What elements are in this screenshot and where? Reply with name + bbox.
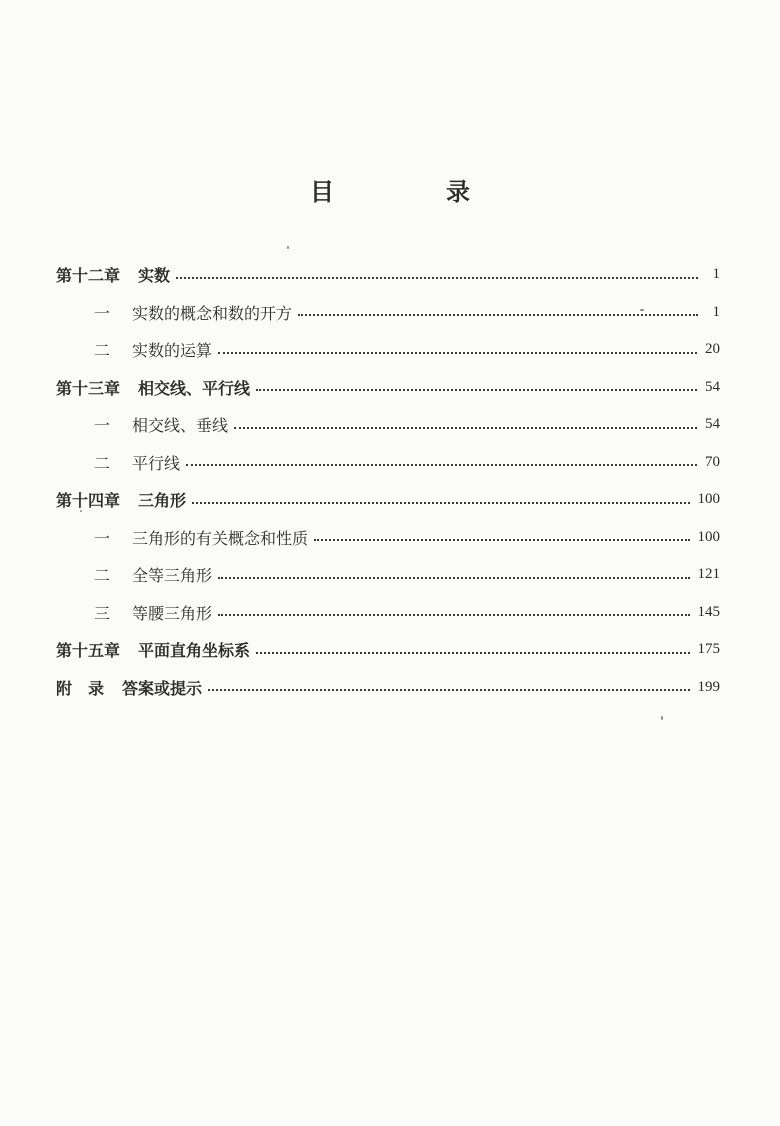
toc-appendix[interactable]: [56, 669, 720, 707]
paper-speck: [640, 309, 644, 311]
toc-chapter-12[interactable]: [56, 256, 720, 294]
page-number: 100: [697, 491, 720, 508]
section-number: 二: [94, 341, 111, 361]
toc-chapter-14[interactable]: [56, 481, 720, 519]
paper-speck: [661, 716, 663, 720]
section-title: 三角形的有关概念和性质: [132, 528, 309, 548]
paper-speck: [287, 246, 289, 249]
section-title: 全等三角形: [132, 566, 213, 586]
section-number: 一: [94, 416, 111, 436]
section-title: 实数的概念和数的开方: [132, 303, 293, 323]
dot-leader: [234, 427, 697, 429]
toc-section[interactable]: [56, 519, 720, 557]
chapter-number: 第十五章: [56, 641, 121, 661]
toc-section[interactable]: [56, 594, 720, 632]
toc-section[interactable]: [56, 444, 720, 482]
page-number: 145: [697, 603, 720, 620]
paper-speck: [80, 510, 82, 512]
section-number: 一: [94, 303, 111, 323]
section-number: 二: [94, 566, 111, 586]
chapter-title: 平面直角坐标系: [138, 641, 251, 661]
section-title: 相交线、垂线: [132, 416, 229, 436]
section-title: 等腰三角形: [132, 603, 213, 623]
dot-leader: [256, 652, 689, 654]
page-number: 1: [712, 303, 720, 320]
toc-chapter-15[interactable]: [56, 631, 720, 669]
page-number: 175: [697, 641, 720, 658]
dot-leader: [218, 614, 689, 616]
page-number: 54: [705, 416, 720, 433]
chapter-title: 实数: [138, 266, 171, 286]
page-number: 199: [697, 678, 720, 695]
chapter-title: 相交线、平行线: [138, 378, 251, 398]
page-title: 目 录: [310, 178, 514, 206]
toc-section[interactable]: [56, 331, 720, 369]
dot-leader: [256, 389, 697, 391]
page-number: 1: [712, 266, 720, 283]
dot-leader: [218, 352, 697, 354]
chapter-number: 第十三章: [56, 378, 121, 398]
dot-leader: [314, 539, 689, 541]
page-number: 100: [697, 528, 720, 545]
section-title: 实数的运算: [132, 341, 213, 361]
page-number: 20: [705, 341, 720, 358]
dot-leader: [218, 577, 689, 579]
dot-leader: [208, 689, 689, 691]
dot-leader: [192, 502, 689, 504]
table-of-contents: [56, 256, 720, 706]
page-number: 121: [697, 566, 720, 583]
dot-leader: [186, 464, 697, 466]
toc-chapter-13[interactable]: [56, 369, 720, 407]
chapter-number: 第十四章: [56, 491, 121, 511]
appendix-label: 附 录: [56, 678, 105, 698]
section-number: 三: [94, 603, 111, 623]
page-number: 54: [705, 378, 720, 395]
dot-leader: [176, 277, 698, 279]
chapter-title: 三角形: [138, 491, 187, 511]
section-number: 二: [94, 453, 111, 473]
toc-section[interactable]: [56, 294, 720, 332]
toc-section[interactable]: [56, 556, 720, 594]
dot-leader: [298, 314, 698, 316]
toc-section[interactable]: [56, 406, 720, 444]
page-number: 70: [705, 453, 720, 470]
chapter-number: 第十二章: [56, 266, 121, 286]
section-number: 一: [94, 528, 111, 548]
section-title: 平行线: [132, 453, 181, 473]
appendix-title: 答案或提示: [122, 678, 203, 698]
